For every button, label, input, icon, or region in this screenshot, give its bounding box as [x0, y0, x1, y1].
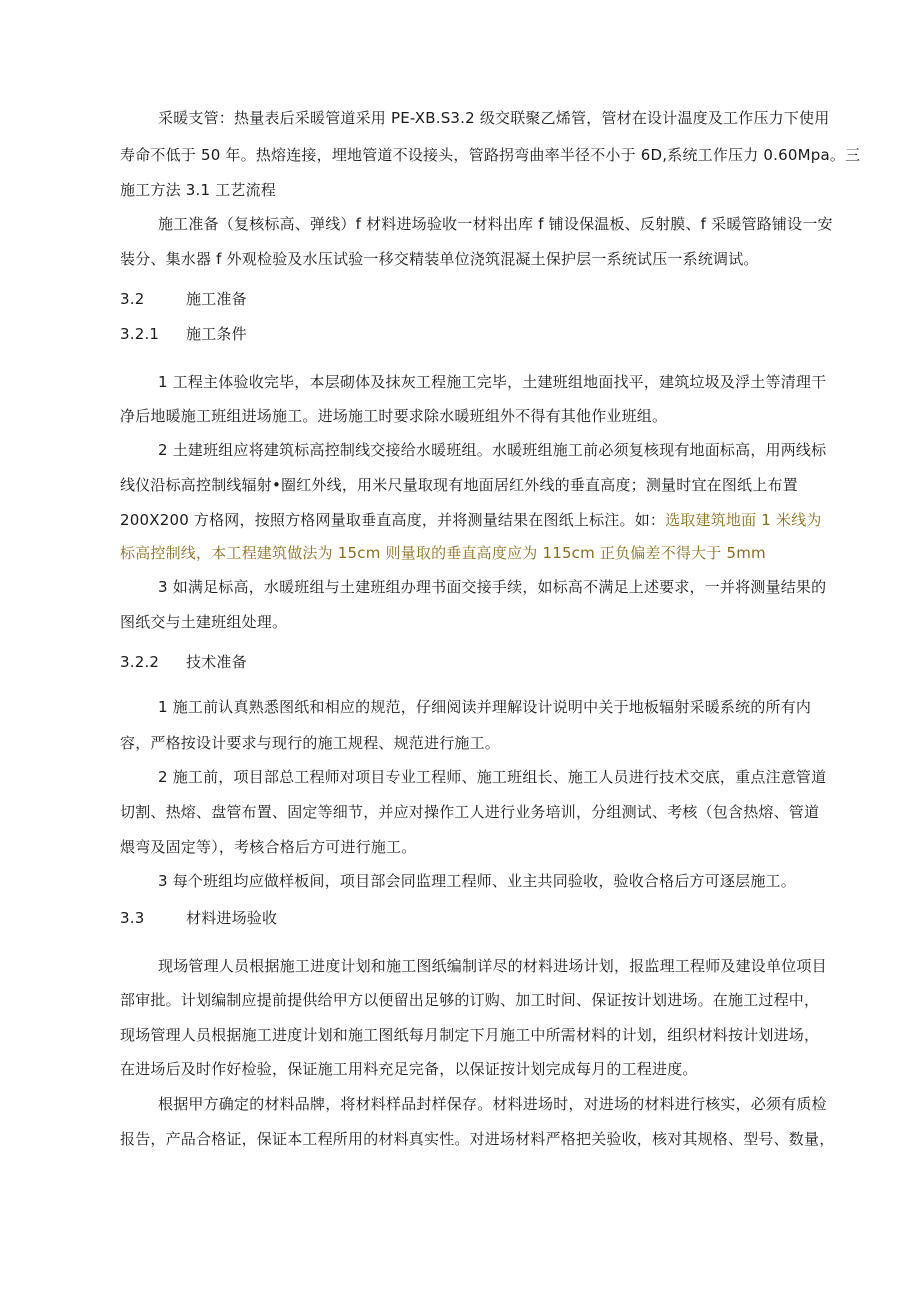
heading-3-2-2-title: 技术准备	[186, 653, 247, 671]
heading-3-2-1-title: 施工条件	[186, 325, 247, 343]
heading-3-3-title: 材料进场验收	[186, 909, 278, 927]
heading-3-2-1-number: 3.2.1	[120, 325, 160, 343]
tech-1-line-1: 1 施工前认真熟悉图纸和相应的规范，仔细阅读并理解设计说明中关于地板辐射采暖系统的所有内	[158, 698, 812, 716]
para-heating-pipe-line-1: 采暖支管：热量表后采暖管道采用 PE-XB.S3.2 级交联聚乙烯管，管材在设计温度及工作压力下使用	[158, 109, 830, 127]
heading-3-2-2	[120, 652, 247, 672]
tech-2-line-1: 2 施工前，项目部总工程师对项目专业工程师、施工班组长、施工人员进行技术交底，重点注意管道	[158, 768, 827, 786]
tech-3-line-1: 3 每个班组均应做样板间，项目部会同监理工程师、业主共同验收，验收合格后方可逐层施工。	[158, 872, 796, 890]
para-process-flow-line-1: 施工准备（复核标高、弹线）f 材料进场验收一材料出库 f 铺设保温板、反射膜、f 采暖管路铺设一安	[158, 215, 833, 233]
material-1-line-4: 在进场后及时作好检验，保证施工用料充足完备，以保证按计划完成每月的工程进度。	[120, 1060, 698, 1078]
material-1-line-2: 部审批。计划编制应提前提供给甲方以便留出足够的订购、加工时间、保证按计划进场。在施工过程中，	[120, 991, 820, 1009]
para-heating-pipe-line-3: 施工方法 3.1 工艺流程	[120, 181, 276, 199]
condition-2-line-3	[120, 510, 822, 530]
condition-1-line-2: 净后地暖施工班组进场施工。进场施工时要求除水暖班组外不得有其他作业班组。	[120, 407, 668, 425]
condition-2-highlight-line-4: 标高控制线，本工程建筑做法为 15cm 则量取的垂直高度应为 115cm 正负偏差不得大于 5mm	[120, 544, 766, 562]
condition-2-line-2: 线仪沿标高控制线辐射•圈红外线，用米尺量取现有地面居红外线的垂直高度；测量时宜在图纸上布置	[120, 476, 798, 494]
condition-2-highlight-start: 选取建筑地面 1 米线为	[665, 511, 822, 529]
para-heating-pipe-line-2: 寿命不低于 50 年。热熔连接，埋地管道不设接头，管路拐弯曲率半径不小于 6D,系统工作压力 0.60Mpa。三	[120, 146, 861, 164]
tech-1-line-2: 容，严格按设计要求与现行的施工规程、规范进行施工。	[120, 734, 501, 752]
heading-3-2-2-number: 3.2.2	[120, 653, 160, 671]
tech-2-line-3: 煨弯及固定等），考核合格后方可进行施工。	[120, 838, 417, 856]
condition-2-line-1: 2 土建班组应将建筑标高控制线交接给水暖班组。水暖班组施工前必须复核现有地面标高，用两线标	[158, 441, 827, 459]
para-process-flow-line-2: 装分、集水器 f 外观检验及水压试验一移交精装单位浇筑混凝土保护层一系统试压一系统调试。	[120, 250, 759, 268]
material-1-line-1: 现场管理人员根据施工进度计划和施工图纸编制详尽的材料进场计划，报监理工程师及建设单位项目	[158, 957, 827, 975]
material-2-line-2: 报告，产品合格证，保证本工程所用的材料真实性。对进场材料严格把关验收，核对其规格、型号、数量，	[120, 1130, 835, 1148]
condition-1-line-1: 1 工程主体验收完毕，本层砌体及抹灰工程施工完毕，土建班组地面找平，建筑垃圾及浮土等清理干	[158, 373, 827, 391]
heading-3-2	[120, 289, 247, 309]
condition-2-line-3-text: 200X200 方格网，按照方格网量取垂直高度，并将测量结果在图纸上标注。如：	[120, 511, 666, 529]
tech-2-line-2: 切割、热熔、盘管布置、固定等细节，并应对操作工人进行业务培训，分组测试、考核（包含热熔、管道	[120, 803, 820, 821]
material-1-line-3: 现场管理人员根据施工进度计划和施工图纸每月制定下月施工中所需材料的计划，组织材料按计划进场，	[120, 1026, 820, 1044]
heading-3-2-1	[120, 324, 247, 344]
material-2-line-1: 根据甲方确定的材料品牌，将材料样品封样保存。材料进场时，对进场的材料进行核实，必须有质检	[158, 1095, 827, 1113]
heading-3-3-number: 3.3	[120, 909, 145, 927]
heading-3-2-number: 3.2	[120, 290, 145, 308]
condition-3-line-2: 图纸交与土建班组处理。	[120, 613, 288, 631]
heading-3-3	[120, 908, 277, 928]
heading-3-2-title: 施工准备	[186, 290, 247, 308]
condition-3-line-1: 3 如满足标高，水暖班组与土建班组办理书面交接手续，如标高不满足上述要求，一并将测量结果的	[158, 578, 827, 596]
